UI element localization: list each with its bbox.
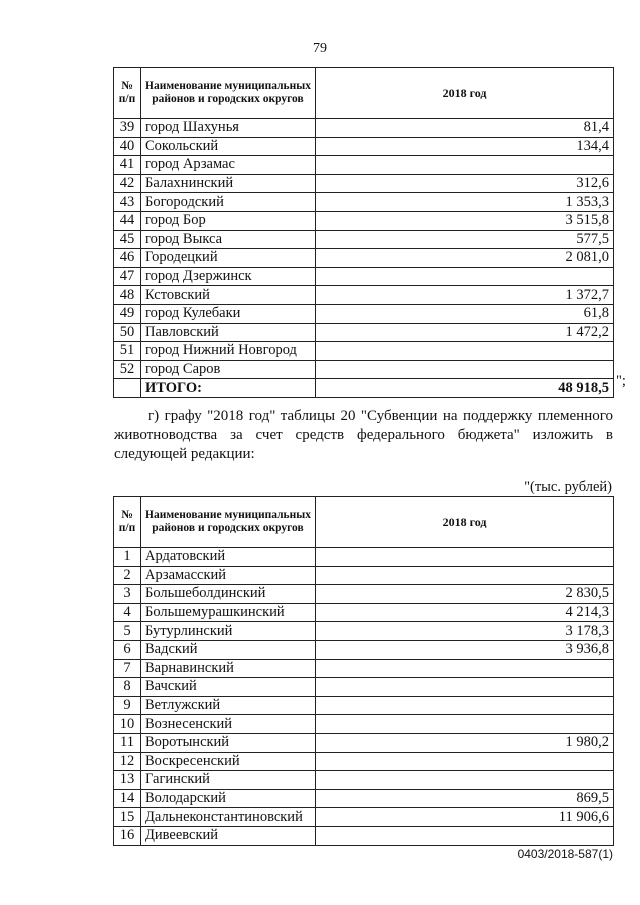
table-row <box>114 360 614 379</box>
table-row <box>114 640 614 659</box>
header-name: Наименование муниципальных районов и городских округов <box>141 497 316 548</box>
header-year: 2018 год <box>316 497 614 548</box>
table-row <box>114 304 614 323</box>
amount-2018 <box>316 267 614 286</box>
row-number: 40 <box>114 137 141 156</box>
table-row <box>114 174 614 193</box>
amount-2018 <box>316 360 614 379</box>
row-number: 52 <box>114 360 141 379</box>
total-label: ИТОГО: <box>141 379 316 398</box>
row-number: 49 <box>114 304 141 323</box>
table-row <box>114 603 614 622</box>
district-name: город Кулебаки <box>141 304 316 323</box>
table-row <box>114 733 614 752</box>
amount-2018 <box>316 659 614 678</box>
district-name: Варнавинский <box>141 659 316 678</box>
amount-2018 <box>316 678 614 697</box>
amount-2018: 134,4 <box>316 137 614 156</box>
table-row <box>114 211 614 230</box>
district-name: город Дзержинск <box>141 267 316 286</box>
table-row <box>114 548 614 567</box>
row-number: 5 <box>114 622 141 641</box>
table-row <box>114 771 614 790</box>
closing-quote: "; <box>616 373 626 389</box>
amount-2018: 2 830,5 <box>316 585 614 604</box>
table-row <box>114 659 614 678</box>
amount-2018 <box>316 156 614 175</box>
row-number: 45 <box>114 230 141 249</box>
table-row <box>114 267 614 286</box>
district-name: город Нижний Новгород <box>141 342 316 361</box>
amount-2018 <box>316 826 614 845</box>
table-row <box>114 342 614 361</box>
table-row <box>114 752 614 771</box>
table-row <box>114 249 614 268</box>
amount-2018: 869,5 <box>316 789 614 808</box>
district-name: Сокольский <box>141 137 316 156</box>
district-name: Балахнинский <box>141 174 316 193</box>
table-row <box>114 789 614 808</box>
amount-2018: 2 081,0 <box>316 249 614 268</box>
table-row <box>114 826 614 845</box>
table-row <box>114 286 614 305</box>
table-row <box>114 193 614 212</box>
amount-2018: 1 372,7 <box>316 286 614 305</box>
row-number: 13 <box>114 771 141 790</box>
document-number: 0403/2018-587(1) <box>517 847 613 861</box>
amount-2018 <box>316 548 614 567</box>
amount-2018: 1 353,3 <box>316 193 614 212</box>
amount-2018 <box>316 752 614 771</box>
header-number: № п/п <box>114 68 141 119</box>
row-number: 14 <box>114 789 141 808</box>
row-number: 50 <box>114 323 141 342</box>
district-name: город Шахунья <box>141 119 316 138</box>
district-name: Большеболдинский <box>141 585 316 604</box>
row-number: 47 <box>114 267 141 286</box>
district-name: Богородский <box>141 193 316 212</box>
breeding-subsidy-table <box>113 496 614 846</box>
table-row <box>114 622 614 641</box>
amount-2018: 3 515,8 <box>316 211 614 230</box>
row-number: 15 <box>114 808 141 827</box>
header-number: № п/п <box>114 497 141 548</box>
total-row <box>114 379 614 398</box>
amount-2018: 11 906,6 <box>316 808 614 827</box>
row-number: 41 <box>114 156 141 175</box>
table1-body <box>114 119 614 379</box>
header-year: 2018 год <box>316 68 614 119</box>
amount-2018 <box>316 696 614 715</box>
subsidy-table-continued <box>113 67 614 398</box>
row-number: 4 <box>114 603 141 622</box>
district-name: город Бор <box>141 211 316 230</box>
units-note: "(тыс. рублей) <box>524 479 612 495</box>
district-name: Городецкий <box>141 249 316 268</box>
district-name: Воротынский <box>141 733 316 752</box>
total-value: 48 918,5 <box>316 379 614 398</box>
row-number: 9 <box>114 696 141 715</box>
district-name: Павловский <box>141 323 316 342</box>
district-name: Большемурашкинский <box>141 603 316 622</box>
amount-2018 <box>316 566 614 585</box>
amount-2018: 312,6 <box>316 174 614 193</box>
district-name: город Арзамас <box>141 156 316 175</box>
district-name: город Выкса <box>141 230 316 249</box>
row-number: 46 <box>114 249 141 268</box>
row-number: 7 <box>114 659 141 678</box>
table-row <box>114 715 614 734</box>
district-name: Дивеевский <box>141 826 316 845</box>
table-row <box>114 119 614 138</box>
amendment-paragraph: г) графу "2018 год" таблицы 20 "Субвенции на поддержку племенного животноводства за счет средств федерального бюджета" изложить в следующей редакции: <box>114 408 613 462</box>
row-number: 48 <box>114 286 141 305</box>
row-number: 51 <box>114 342 141 361</box>
district-name: Володарский <box>141 789 316 808</box>
row-number: 16 <box>114 826 141 845</box>
district-name: Дальнеконстантиновский <box>141 808 316 827</box>
table-row <box>114 696 614 715</box>
amount-2018 <box>316 342 614 361</box>
total-number-cell <box>114 379 141 398</box>
row-number: 43 <box>114 193 141 212</box>
district-name: Вачский <box>141 678 316 697</box>
row-number: 8 <box>114 678 141 697</box>
table2-body <box>114 548 614 846</box>
district-name: Вознесенский <box>141 715 316 734</box>
district-name: Арзамасский <box>141 566 316 585</box>
page-number: 79 <box>313 41 327 56</box>
row-number: 10 <box>114 715 141 734</box>
district-name: Воскресенский <box>141 752 316 771</box>
amount-2018: 81,4 <box>316 119 614 138</box>
amount-2018 <box>316 771 614 790</box>
row-number: 2 <box>114 566 141 585</box>
table-row <box>114 137 614 156</box>
district-name: Кстовский <box>141 286 316 305</box>
row-number: 3 <box>114 585 141 604</box>
district-name: город Саров <box>141 360 316 379</box>
district-name: Вадский <box>141 640 316 659</box>
amount-2018: 61,8 <box>316 304 614 323</box>
table-row <box>114 323 614 342</box>
amount-2018: 1 980,2 <box>316 733 614 752</box>
table-header-row <box>114 497 614 548</box>
district-name: Ардатовский <box>141 548 316 567</box>
table-row <box>114 566 614 585</box>
district-name: Ветлужский <box>141 696 316 715</box>
row-number: 12 <box>114 752 141 771</box>
table-header-row <box>114 68 614 119</box>
district-name: Бутурлинский <box>141 622 316 641</box>
amount-2018 <box>316 715 614 734</box>
row-number: 1 <box>114 548 141 567</box>
row-number: 6 <box>114 640 141 659</box>
row-number: 11 <box>114 733 141 752</box>
table-row <box>114 808 614 827</box>
amount-2018: 1 472,2 <box>316 323 614 342</box>
amount-2018: 3 936,8 <box>316 640 614 659</box>
district-name: Гагинский <box>141 771 316 790</box>
table-row <box>114 156 614 175</box>
amount-2018: 577,5 <box>316 230 614 249</box>
amount-2018: 4 214,3 <box>316 603 614 622</box>
row-number: 44 <box>114 211 141 230</box>
table-row <box>114 585 614 604</box>
row-number: 39 <box>114 119 141 138</box>
header-name: Наименование муниципальных районов и городских округов <box>141 68 316 119</box>
row-number: 42 <box>114 174 141 193</box>
table-row <box>114 230 614 249</box>
amount-2018: 3 178,3 <box>316 622 614 641</box>
table-row <box>114 678 614 697</box>
